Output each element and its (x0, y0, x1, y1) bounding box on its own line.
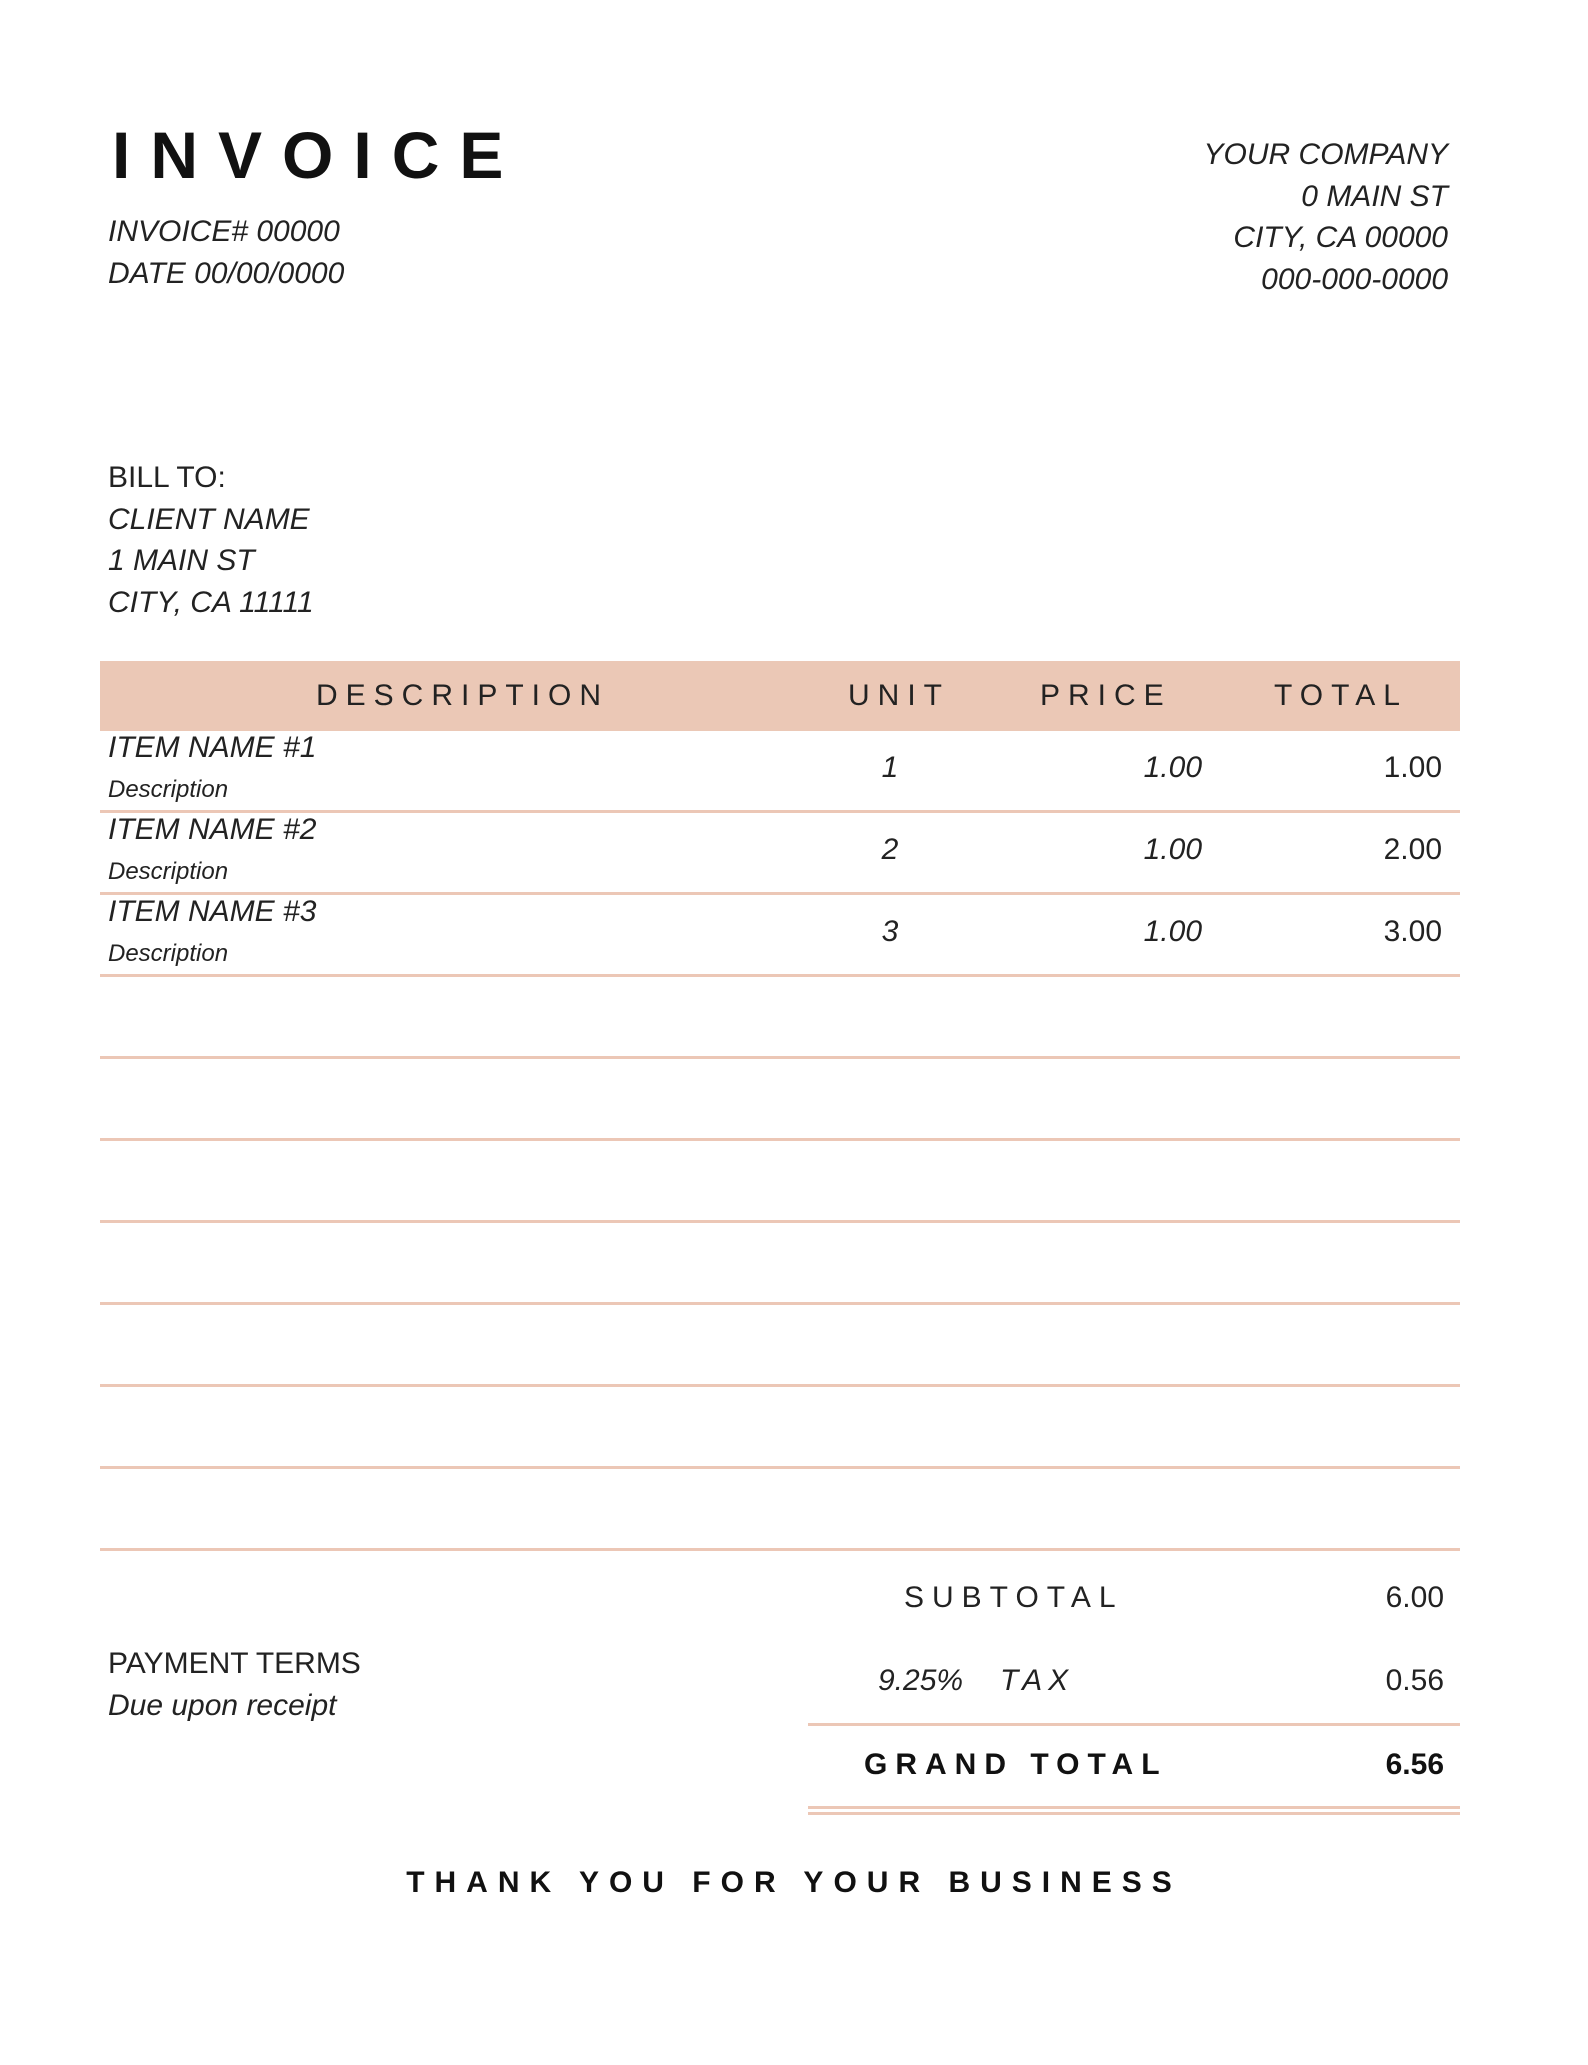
item-description: Description (108, 858, 229, 885)
item-name: ITEM NAME #1 (108, 731, 317, 764)
empty-row (100, 1223, 1460, 1305)
tax-rate: 9.25% (878, 1664, 964, 1697)
item-unit: 1 (881, 751, 899, 784)
bill-to-label: BILL TO: (108, 461, 226, 494)
item-name: ITEM NAME #3 (108, 895, 317, 928)
company-city: CITY, CA 00000 (1233, 221, 1448, 254)
bill-to-block (108, 457, 314, 623)
company-name: YOUR COMPANY (1203, 138, 1448, 171)
item-total: 1.00 (1383, 751, 1442, 784)
company-address (848, 134, 1448, 300)
payment-terms (108, 1643, 361, 1727)
client-city: CITY, CA 11111 (108, 585, 314, 619)
item-total: 3.00 (1383, 915, 1442, 948)
company-street: 0 MAIN ST (1301, 179, 1448, 213)
grand-total-value: 6.56 (1385, 1748, 1444, 1781)
item-price: 1.00 (1143, 915, 1202, 948)
subtotal-label: SUBTOTAL (904, 1581, 1124, 1614)
empty-row (100, 1387, 1460, 1469)
table-header (100, 661, 1460, 731)
item-total: 2.00 (1383, 833, 1442, 866)
grand-total-underline-2 (808, 1812, 1460, 1815)
grand-total-label: GRAND TOTAL (864, 1748, 1168, 1781)
client-name: CLIENT NAME (108, 502, 310, 536)
invoice-title: INVOICE (112, 118, 524, 192)
line-items-table (100, 661, 1460, 1551)
table-row (100, 895, 1460, 977)
empty-row (100, 1059, 1460, 1141)
table-row (100, 731, 1460, 813)
item-description: Description (108, 940, 229, 967)
empty-row (100, 1469, 1460, 1551)
header-unit: UNIT (848, 679, 950, 712)
invoice-date: DATE 00/00/0000 (108, 257, 345, 290)
header-total: TOTAL (1274, 679, 1408, 712)
item-description: Description (108, 776, 229, 803)
company-phone: 000-000-0000 (1261, 262, 1448, 296)
header-description: DESCRIPTION (316, 679, 610, 712)
empty-row (100, 977, 1460, 1059)
client-street: 1 MAIN ST (108, 544, 255, 577)
payment-terms-value: Due upon receipt (108, 1689, 337, 1722)
tax-value: 0.56 (1385, 1664, 1444, 1697)
item-unit: 3 (881, 915, 899, 948)
grand-total-underline-1 (808, 1806, 1460, 1809)
header-price: PRICE (1040, 679, 1172, 712)
item-unit: 2 (881, 833, 899, 866)
item-price: 1.00 (1143, 751, 1202, 784)
empty-row (100, 1141, 1460, 1223)
tax-label: TAX (1000, 1664, 1075, 1697)
item-price: 1.00 (1143, 833, 1202, 866)
grand-total-divider (808, 1723, 1460, 1726)
payment-terms-label: PAYMENT TERMS (108, 1647, 361, 1680)
table-row (100, 813, 1460, 895)
subtotal-value: 6.00 (1385, 1581, 1444, 1614)
invoice-number: INVOICE# 00000 (108, 215, 340, 248)
empty-row (100, 1305, 1460, 1387)
thank-you-message: THANK YOU FOR YOUR BUSINESS (406, 1866, 1182, 1899)
item-name: ITEM NAME #2 (108, 813, 317, 846)
